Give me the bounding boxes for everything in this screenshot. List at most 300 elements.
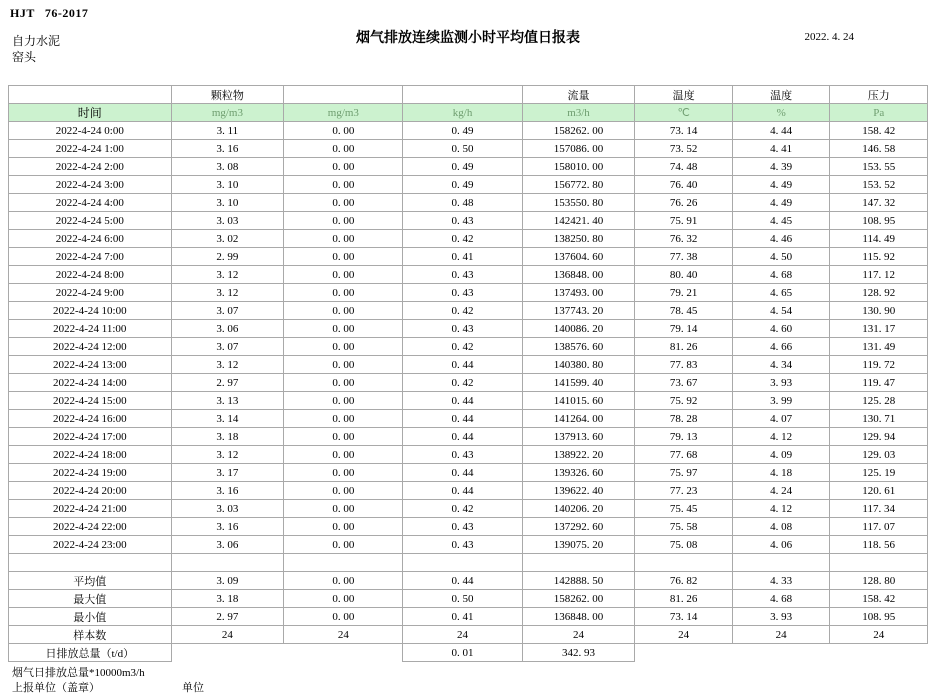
cell-pm: 3. 13 [171, 392, 284, 410]
cell-c2: 0. 00 [284, 374, 403, 392]
cell-flow: 138576. 60 [522, 338, 635, 356]
spacer-cell [732, 554, 830, 572]
cell-pressure: 153. 52 [830, 176, 928, 194]
cell-c2: 0. 00 [284, 230, 403, 248]
cell-time: 2022-4-24 22:00 [9, 518, 172, 536]
cell-flow: 137292. 60 [522, 518, 635, 536]
cell-temp: 77. 23 [635, 482, 733, 500]
cell-temp: 74. 48 [635, 158, 733, 176]
summary-pressure: 108. 95 [830, 608, 928, 626]
cell-pressure: 118. 56 [830, 536, 928, 554]
cell-pm: 3. 06 [171, 320, 284, 338]
summary-temp: 81. 26 [635, 590, 733, 608]
table-row [9, 392, 928, 410]
summary-label: 样本数 [9, 626, 172, 644]
cell-flow: 139326. 60 [522, 464, 635, 482]
cell-pressure: 115. 92 [830, 248, 928, 266]
summary-moisture: 4. 33 [732, 572, 830, 590]
summary-row-min [9, 608, 928, 626]
cell-temp: 78. 45 [635, 302, 733, 320]
spacer-cell [403, 554, 522, 572]
cell-pressure: 130. 90 [830, 302, 928, 320]
cell-pm: 3. 02 [171, 230, 284, 248]
company-info [12, 33, 60, 65]
cell-pm: 3. 07 [171, 302, 284, 320]
cell-flow: 140206. 20 [522, 500, 635, 518]
cell-flow: 156772. 80 [522, 176, 635, 194]
table-row [9, 338, 928, 356]
cell-pm: 3. 03 [171, 500, 284, 518]
cell-moisture: 4. 39 [732, 158, 830, 176]
cell-time: 2022-4-24 9:00 [9, 284, 172, 302]
emission-source: 窑头 [12, 50, 37, 64]
cell-moisture: 4. 34 [732, 356, 830, 374]
cell-pressure: 147. 32 [830, 194, 928, 212]
cell-moisture: 4. 07 [732, 410, 830, 428]
table-row [9, 518, 928, 536]
cell-pressure: 120. 61 [830, 482, 928, 500]
cell-c2: 0. 00 [284, 356, 403, 374]
summary-pm: 3. 09 [171, 572, 284, 590]
cell-flow: 141015. 60 [522, 392, 635, 410]
cell-c3: 0. 50 [403, 140, 522, 158]
cell-time: 2022-4-24 19:00 [9, 464, 172, 482]
cell-temp: 79. 13 [635, 428, 733, 446]
spacer-cell [9, 554, 172, 572]
cell-pressure: 125. 19 [830, 464, 928, 482]
footer-reporting-unit: 上报单位（盖章） [12, 682, 100, 694]
cell-moisture: 4. 60 [732, 320, 830, 338]
header-cell-2 [284, 86, 403, 104]
unit-cell-2: mg/m3 [284, 104, 403, 122]
cell-time: 2022-4-24 17:00 [9, 428, 172, 446]
cell-c2: 0. 00 [284, 248, 403, 266]
cell-temp: 79. 14 [635, 320, 733, 338]
table-row [9, 410, 928, 428]
cell-moisture: 4. 49 [732, 194, 830, 212]
cell-temp: 75. 45 [635, 500, 733, 518]
cell-c3: 0. 42 [403, 500, 522, 518]
cell-time: 2022-4-24 23:00 [9, 536, 172, 554]
summary-flow: 158262. 00 [522, 590, 635, 608]
cell-c3: 0. 42 [403, 338, 522, 356]
cell-temp: 75. 91 [635, 212, 733, 230]
summary-row-max [9, 590, 928, 608]
cell-pm: 3. 10 [171, 176, 284, 194]
cell-time: 2022-4-24 12:00 [9, 338, 172, 356]
cell-pressure: 117. 34 [830, 500, 928, 518]
unit-cell-5: ℃ [635, 104, 733, 122]
cell-c3: 0. 49 [403, 158, 522, 176]
cell-time: 2022-4-24 2:00 [9, 158, 172, 176]
cell-c3: 0. 43 [403, 266, 522, 284]
table-row [9, 356, 928, 374]
summary-c2: 24 [284, 626, 403, 644]
summary-pm: 3. 18 [171, 590, 284, 608]
cell-moisture: 4. 44 [732, 122, 830, 140]
cell-moisture: 4. 66 [732, 338, 830, 356]
cell-time: 2022-4-24 8:00 [9, 266, 172, 284]
cell-c3: 0. 48 [403, 194, 522, 212]
cell-flow: 141264. 00 [522, 410, 635, 428]
summary-label: 平均值 [9, 572, 172, 590]
cell-pressure: 158. 42 [830, 122, 928, 140]
cell-pm: 3. 12 [171, 266, 284, 284]
cell-time: 2022-4-24 7:00 [9, 248, 172, 266]
cell-temp: 76. 26 [635, 194, 733, 212]
header-cell-1: 颗粒物 [171, 86, 284, 104]
cell-c2: 0. 00 [284, 212, 403, 230]
cell-moisture: 4. 18 [732, 464, 830, 482]
table-row [9, 158, 928, 176]
emission-data-table [8, 85, 928, 662]
cell-pressure: 129. 03 [830, 446, 928, 464]
summary-flow: 142888. 50 [522, 572, 635, 590]
summary-row-average [9, 572, 928, 590]
cell-c2: 0. 00 [284, 410, 403, 428]
cell-moisture: 4. 45 [732, 212, 830, 230]
cell-time: 2022-4-24 11:00 [9, 320, 172, 338]
cell-c2: 0. 00 [284, 284, 403, 302]
cell-temp: 78. 28 [635, 410, 733, 428]
table-row [9, 374, 928, 392]
cell-pm: 3. 03 [171, 212, 284, 230]
daily-total-row [9, 644, 928, 662]
cell-pm: 3. 12 [171, 446, 284, 464]
summary-flow: 24 [522, 626, 635, 644]
summary-c3: 24 [403, 626, 522, 644]
table-row [9, 212, 928, 230]
cell-c3: 0. 49 [403, 176, 522, 194]
spacer-row [9, 554, 928, 572]
cell-temp: 75. 92 [635, 392, 733, 410]
cell-time: 2022-4-24 1:00 [9, 140, 172, 158]
cell-c3: 0. 43 [403, 284, 522, 302]
spacer-cell [830, 554, 928, 572]
cell-moisture: 4. 46 [732, 230, 830, 248]
spacer-cell [635, 554, 733, 572]
unit-cell-4: m3/h [522, 104, 635, 122]
cell-pm: 3. 12 [171, 356, 284, 374]
summary-pm: 2. 97 [171, 608, 284, 626]
table-row [9, 464, 928, 482]
summary-row-count [9, 626, 928, 644]
cell-time: 2022-4-24 15:00 [9, 392, 172, 410]
cell-c3: 0. 44 [403, 428, 522, 446]
cell-moisture: 3. 99 [732, 392, 830, 410]
cell-pm: 3. 14 [171, 410, 284, 428]
cell-temp: 73. 67 [635, 374, 733, 392]
spacer-cell [171, 554, 284, 572]
cell-time: 2022-4-24 14:00 [9, 374, 172, 392]
cell-flow: 158010. 00 [522, 158, 635, 176]
cell-c2: 0. 00 [284, 464, 403, 482]
standard-number: 76-2017 [44, 6, 89, 20]
cell-flow: 157086. 00 [522, 140, 635, 158]
cell-c3: 0. 44 [403, 392, 522, 410]
cell-temp: 77. 68 [635, 446, 733, 464]
summary-temp: 73. 14 [635, 608, 733, 626]
cell-time: 2022-4-24 5:00 [9, 212, 172, 230]
summary-temp: 76. 82 [635, 572, 733, 590]
cell-pressure: 117. 07 [830, 518, 928, 536]
cell-flow: 136848. 00 [522, 266, 635, 284]
cell-c3: 0. 43 [403, 536, 522, 554]
cell-flow: 139622. 40 [522, 482, 635, 500]
daily-total-empty-2 [284, 644, 403, 662]
cell-c2: 0. 00 [284, 140, 403, 158]
table-row [9, 194, 928, 212]
cell-pm: 3. 08 [171, 158, 284, 176]
cell-moisture: 4. 50 [732, 248, 830, 266]
cell-c3: 0. 49 [403, 122, 522, 140]
cell-time: 2022-4-24 6:00 [9, 230, 172, 248]
cell-time: 2022-4-24 13:00 [9, 356, 172, 374]
table-row [9, 284, 928, 302]
cell-pm: 3. 16 [171, 482, 284, 500]
cell-pressure: 117. 12 [830, 266, 928, 284]
standard-code-line [10, 6, 928, 21]
daily-total-label: 日排放总量（t/d） [9, 644, 172, 662]
summary-pressure: 158. 42 [830, 590, 928, 608]
company-name: 自力水泥 [12, 34, 61, 48]
cell-c3: 0. 43 [403, 212, 522, 230]
table-row [9, 428, 928, 446]
cell-c2: 0. 00 [284, 176, 403, 194]
table-row [9, 266, 928, 284]
page-title: 烟气排放连续监测小时平均值日报表 [356, 31, 580, 46]
table-row [9, 482, 928, 500]
summary-pm: 24 [171, 626, 284, 644]
report-footer [8, 666, 928, 696]
table-row [9, 122, 928, 140]
summary-temp: 24 [635, 626, 733, 644]
cell-temp: 75. 58 [635, 518, 733, 536]
daily-total-value-flow: 342. 93 [522, 644, 635, 662]
cell-pm: 3. 17 [171, 464, 284, 482]
cell-time: 2022-4-24 4:00 [9, 194, 172, 212]
cell-flow: 137493. 00 [522, 284, 635, 302]
cell-c2: 0. 00 [284, 338, 403, 356]
cell-flow: 138922. 20 [522, 446, 635, 464]
cell-pm: 3. 16 [171, 518, 284, 536]
cell-pm: 3. 06 [171, 536, 284, 554]
summary-c3: 0. 50 [403, 590, 522, 608]
summary-label: 最小值 [9, 608, 172, 626]
cell-temp: 73. 14 [635, 122, 733, 140]
cell-moisture: 3. 93 [732, 374, 830, 392]
summary-moisture: 4. 68 [732, 590, 830, 608]
cell-flow: 139075. 20 [522, 536, 635, 554]
cell-c3: 0. 44 [403, 356, 522, 374]
daily-total-value-mass: 0. 01 [403, 644, 522, 662]
cell-pressure: 130. 71 [830, 410, 928, 428]
cell-pm: 3. 18 [171, 428, 284, 446]
cell-pressure: 114. 49 [830, 230, 928, 248]
cell-moisture: 4. 49 [732, 176, 830, 194]
header-cell-5: 温度 [635, 86, 733, 104]
unit-cell-0: 时间 [9, 104, 172, 122]
unit-cell-6: % [732, 104, 830, 122]
unit-cell-7: Pa [830, 104, 928, 122]
report-date: 2022. 4. 24 [804, 31, 854, 43]
cell-c2: 0. 00 [284, 320, 403, 338]
cell-temp: 76. 40 [635, 176, 733, 194]
header-cell-4: 流量 [522, 86, 635, 104]
cell-pm: 2. 99 [171, 248, 284, 266]
cell-flow: 153550. 80 [522, 194, 635, 212]
cell-moisture: 4. 09 [732, 446, 830, 464]
cell-temp: 79. 21 [635, 284, 733, 302]
cell-pressure: 128. 92 [830, 284, 928, 302]
table-row [9, 446, 928, 464]
cell-temp: 76. 32 [635, 230, 733, 248]
cell-pm: 3. 11 [171, 122, 284, 140]
daily-total-empty-1 [171, 644, 284, 662]
unit-cell-1: mg/m3 [171, 104, 284, 122]
table-row [9, 536, 928, 554]
cell-c3: 0. 43 [403, 518, 522, 536]
header-cell-6: 温度 [732, 86, 830, 104]
cell-flow: 137604. 60 [522, 248, 635, 266]
cell-c3: 0. 42 [403, 230, 522, 248]
cell-c2: 0. 00 [284, 500, 403, 518]
cell-flow: 158262. 00 [522, 122, 635, 140]
cell-pressure: 119. 47 [830, 374, 928, 392]
cell-pressure: 146. 58 [830, 140, 928, 158]
cell-c3: 0. 44 [403, 482, 522, 500]
cell-c3: 0. 41 [403, 248, 522, 266]
cell-moisture: 4. 41 [732, 140, 830, 158]
cell-c2: 0. 00 [284, 392, 403, 410]
table-row [9, 176, 928, 194]
summary-label: 最大值 [9, 590, 172, 608]
cell-moisture: 4. 12 [732, 428, 830, 446]
cell-c3: 0. 43 [403, 320, 522, 338]
cell-c2: 0. 00 [284, 158, 403, 176]
footer-unit-label: 单位 [182, 682, 204, 694]
summary-pressure: 24 [830, 626, 928, 644]
cell-moisture: 4. 24 [732, 482, 830, 500]
table-row [9, 500, 928, 518]
cell-time: 2022-4-24 16:00 [9, 410, 172, 428]
cell-c3: 0. 42 [403, 374, 522, 392]
spacer-cell [284, 554, 403, 572]
cell-temp: 80. 40 [635, 266, 733, 284]
summary-moisture: 3. 93 [732, 608, 830, 626]
cell-time: 2022-4-24 21:00 [9, 500, 172, 518]
cell-moisture: 4. 06 [732, 536, 830, 554]
cell-pressure: 108. 95 [830, 212, 928, 230]
spacer-cell [522, 554, 635, 572]
cell-moisture: 4. 08 [732, 518, 830, 536]
cell-time: 2022-4-24 20:00 [9, 482, 172, 500]
cell-c2: 0. 00 [284, 194, 403, 212]
unit-cell-3: kg/h [403, 104, 522, 122]
cell-pm: 3. 16 [171, 140, 284, 158]
standard-code: HJT [10, 6, 35, 20]
table-row [9, 248, 928, 266]
cell-time: 2022-4-24 3:00 [9, 176, 172, 194]
cell-pressure: 125. 28 [830, 392, 928, 410]
cell-temp: 77. 83 [635, 356, 733, 374]
cell-temp: 75. 97 [635, 464, 733, 482]
cell-c2: 0. 00 [284, 266, 403, 284]
cell-flow: 141599. 40 [522, 374, 635, 392]
cell-flow: 142421. 40 [522, 212, 635, 230]
cell-moisture: 4. 12 [732, 500, 830, 518]
cell-c2: 0. 00 [284, 446, 403, 464]
summary-c2: 0. 00 [284, 572, 403, 590]
cell-time: 2022-4-24 18:00 [9, 446, 172, 464]
daily-total-empty-3 [635, 644, 733, 662]
summary-moisture: 24 [732, 626, 830, 644]
header-cell-3 [403, 86, 522, 104]
summary-c3: 0. 44 [403, 572, 522, 590]
cell-flow: 137743. 20 [522, 302, 635, 320]
footer-note: 烟气日排放总量*10000m3/h [12, 667, 145, 679]
cell-pressure: 129. 94 [830, 428, 928, 446]
header-cell-0 [9, 86, 172, 104]
cell-pm: 2. 97 [171, 374, 284, 392]
cell-c2: 0. 00 [284, 536, 403, 554]
cell-c3: 0. 43 [403, 446, 522, 464]
cell-temp: 81. 26 [635, 338, 733, 356]
table-row [9, 320, 928, 338]
summary-flow: 136848. 00 [522, 608, 635, 626]
table-row [9, 230, 928, 248]
cell-temp: 75. 08 [635, 536, 733, 554]
summary-c2: 0. 00 [284, 590, 403, 608]
cell-c3: 0. 42 [403, 302, 522, 320]
footer-signature-line [12, 681, 928, 696]
cell-pressure: 131. 17 [830, 320, 928, 338]
cell-moisture: 4. 54 [732, 302, 830, 320]
cell-flow: 138250. 80 [522, 230, 635, 248]
cell-pressure: 153. 55 [830, 158, 928, 176]
cell-c2: 0. 00 [284, 482, 403, 500]
cell-flow: 140086. 20 [522, 320, 635, 338]
table-header-row [9, 86, 928, 104]
cell-pressure: 119. 72 [830, 356, 928, 374]
table-row [9, 302, 928, 320]
cell-moisture: 4. 65 [732, 284, 830, 302]
summary-pressure: 128. 80 [830, 572, 928, 590]
cell-c3: 0. 44 [403, 410, 522, 428]
cell-temp: 77. 38 [635, 248, 733, 266]
cell-c3: 0. 44 [403, 464, 522, 482]
cell-flow: 137913. 60 [522, 428, 635, 446]
summary-c2: 0. 00 [284, 608, 403, 626]
table-unit-row [9, 104, 928, 122]
cell-moisture: 4. 68 [732, 266, 830, 284]
header-cell-7: 压力 [830, 86, 928, 104]
cell-pm: 3. 12 [171, 284, 284, 302]
summary-c3: 0. 41 [403, 608, 522, 626]
cell-c2: 0. 00 [284, 122, 403, 140]
cell-pm: 3. 10 [171, 194, 284, 212]
daily-total-empty-4 [732, 644, 830, 662]
cell-c2: 0. 00 [284, 302, 403, 320]
cell-temp: 73. 52 [635, 140, 733, 158]
cell-pm: 3. 07 [171, 338, 284, 356]
cell-c2: 0. 00 [284, 428, 403, 446]
cell-time: 2022-4-24 10:00 [9, 302, 172, 320]
cell-pressure: 131. 49 [830, 338, 928, 356]
cell-flow: 140380. 80 [522, 356, 635, 374]
daily-total-empty-5 [830, 644, 928, 662]
table-row [9, 140, 928, 158]
